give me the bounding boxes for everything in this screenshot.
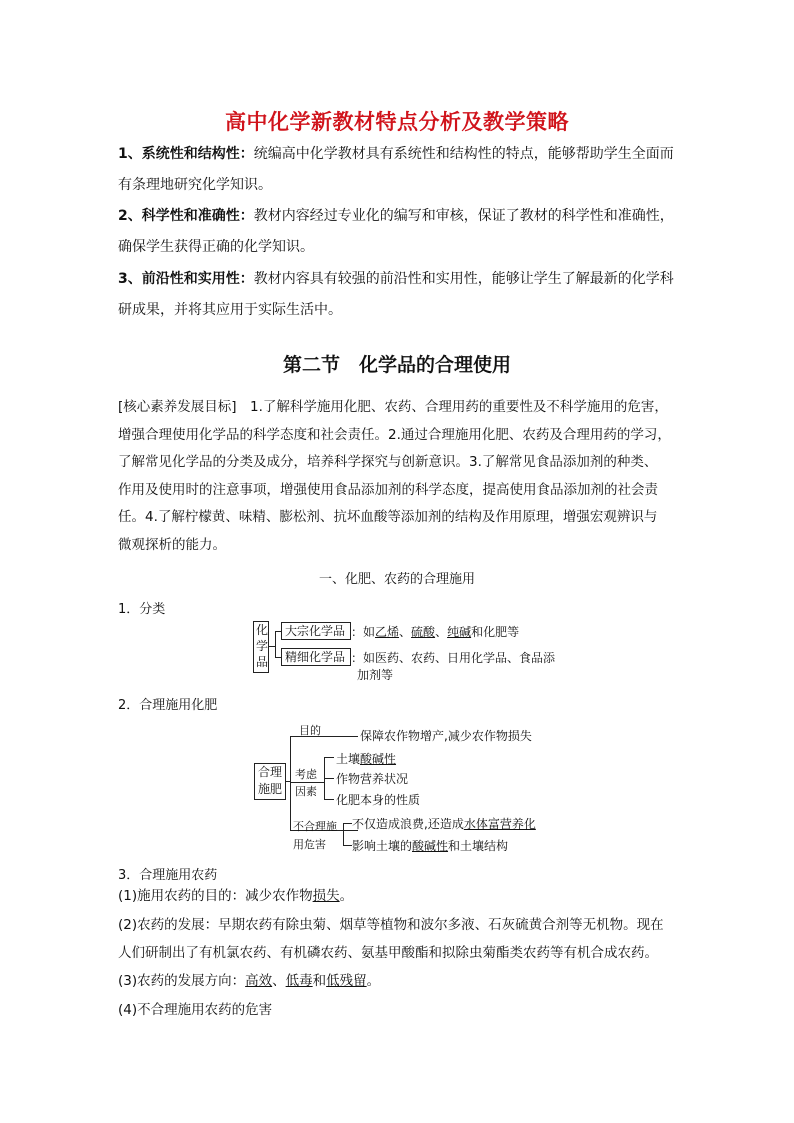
connector [343,823,352,824]
text: 不仅造成浪费,还造成 [352,817,464,831]
harm-2 [352,837,508,854]
text: (1)施用农药的目的：减少农作物 [118,888,313,904]
feature-1-num: 1、 [118,146,142,162]
answer-underlined: 酸碱性 [412,839,449,853]
pesticide-harm-heading: (4)不合理施用农药的危害 [118,1002,273,1018]
classify-root-char: 化 [256,623,269,637]
harm-1 [352,815,536,832]
pesticide-development-line2: 人们研制出了有机氯农药、有机磷农药、氨基甲酸酯和拟除虫菊酯类农药等有机合成农药。 [118,945,658,961]
feature-2-text: 教材内容经过专业化的编写和审核，保证了教材的科学性和准确性， [253,208,674,224]
connector [324,799,334,800]
core-goals-paragraph [118,394,671,559]
connector [324,757,334,758]
text: 。 [366,973,381,989]
goals-line: 作用及使用时的注意事项，增强使用食品添加剂的科学态度，提高使用食品添加剂的社会责 [118,481,658,498]
text: 。 [339,888,354,904]
purpose-text: 保障农作物增产,减少农作物损失 [360,729,532,743]
feature-2-line2: 确保学生获得正确的化学知识。 [118,239,314,255]
classify-root-char: 品 [256,655,269,669]
answer-underlined: 高效 [245,973,273,989]
consider-label: 考虑 [295,768,317,781]
answer-underlined: 纯碱 [447,625,472,639]
item-3-heading: 3．合理施用农药 [118,868,218,883]
goals-line: 了解常见化学品的分类及成分，培养科学探究与创新意识。3.了解常见食品添加剂的种类、 [118,454,658,470]
factor-3: 化肥本身的性质 [336,793,421,807]
pesticide-development-line1: (2)农药的发展：早期农药有除虫菊、烟草等植物和波尔多液、石灰硫黄合剂等无机物。现在 [118,917,664,933]
feature-2-line1 [118,201,674,232]
text: 和土壤结构 [448,839,509,853]
answer-underlined: 低残留 [326,973,367,989]
classify-root-char: 学 [256,639,269,653]
text: 、 [272,973,286,989]
answer-underlined: 水体富营养化 [463,817,536,831]
feature-3-line2: 研成果，并将其应用于实际生活中。 [118,302,342,318]
item-2-heading: 2．合理施用化肥 [118,698,218,713]
text: ：如 [351,625,376,639]
goals-line: 增强合理使用化学品的科学态度和社会责任。2.通过合理施用化肥、农药及合理用药的学习， [118,426,671,443]
harm-label: 不合理施 [293,820,337,833]
fert-root-text: 合理 [258,765,283,779]
section-title: 第二节 化学品的合理使用 [282,354,511,376]
harm-label: 用危害 [293,838,326,851]
feature-1-line2: 有条理地研究化学知识。 [118,177,272,193]
connector [343,845,352,846]
factor-2: 作物营养状况 [336,772,409,786]
text: 影响土壤的 [352,839,413,853]
connector [343,823,344,845]
goals-line: 微观探析的能力。 [118,536,226,553]
factor-1 [336,750,396,767]
goals-line: 任。4.了解柠檬黄、味精、膨松剂、抗坏血酸等添加剂的结构及作用原理，增强宏观辨识与 [118,509,658,525]
fert-root-text: 施肥 [258,782,283,796]
feature-3-num: 3、 [118,271,142,287]
purpose-label: 目的 [299,724,321,737]
branch-bulk-chemicals: 大宗化学品 [285,624,346,638]
subsection-title: 一、化肥、农药的合理施用 [318,572,475,587]
consider-label: 因素 [295,785,317,798]
feature-2-label: 科学性和准确性： [141,208,254,224]
text: 、 [435,625,448,639]
branch-fine-examples: ：如医药、农药、日用化学品、食品添 [351,651,556,665]
feature-1-label: 系统性和结构性： [141,146,254,162]
connector [290,736,291,830]
answer-underlined: 硫酸 [411,625,436,639]
branch-bulk-examples [351,624,519,640]
text: 和化肥等 [471,625,520,639]
feature-3-text: 教材内容具有较强的前沿性和实用性，能够让学生了解最新的化学科 [253,271,674,287]
connector [275,631,276,658]
answer-underlined: 乙烯 [375,625,400,639]
item-1-heading: 1．分类 [118,602,166,617]
feature-1-line1 [118,139,674,170]
pesticide-purpose [118,883,353,910]
text: 和 [312,973,327,989]
branch-fine-chemicals: 精细化学品 [285,650,346,664]
text: (3)农药的发展方向： [118,973,246,989]
text: 、 [399,625,412,639]
text: 土壤 [336,752,361,766]
feature-1-text: 统编高中化学教材具有系统性和结构性的特点，能够帮助学生全面而 [253,146,674,162]
answer-underlined: 低毒 [285,973,313,989]
goals-line: [核心素养发展目标] 1.了解科学施用化肥、农药、合理用药的重要性及不科学施用的危害， [118,399,668,415]
feature-3-label: 前沿性和实用性： [141,271,254,287]
document-title: 高中化学新教材特点分析及教学策略 [225,110,569,134]
feature-3-line1 [118,264,674,295]
answer-underlined: 损失 [312,888,340,904]
feature-2-num: 2、 [118,208,142,224]
connector [324,778,334,779]
pesticide-direction [118,968,380,995]
branch-fine-examples-cont: 加剂等 [357,668,394,682]
answer-underlined: 酸碱性 [360,752,397,766]
